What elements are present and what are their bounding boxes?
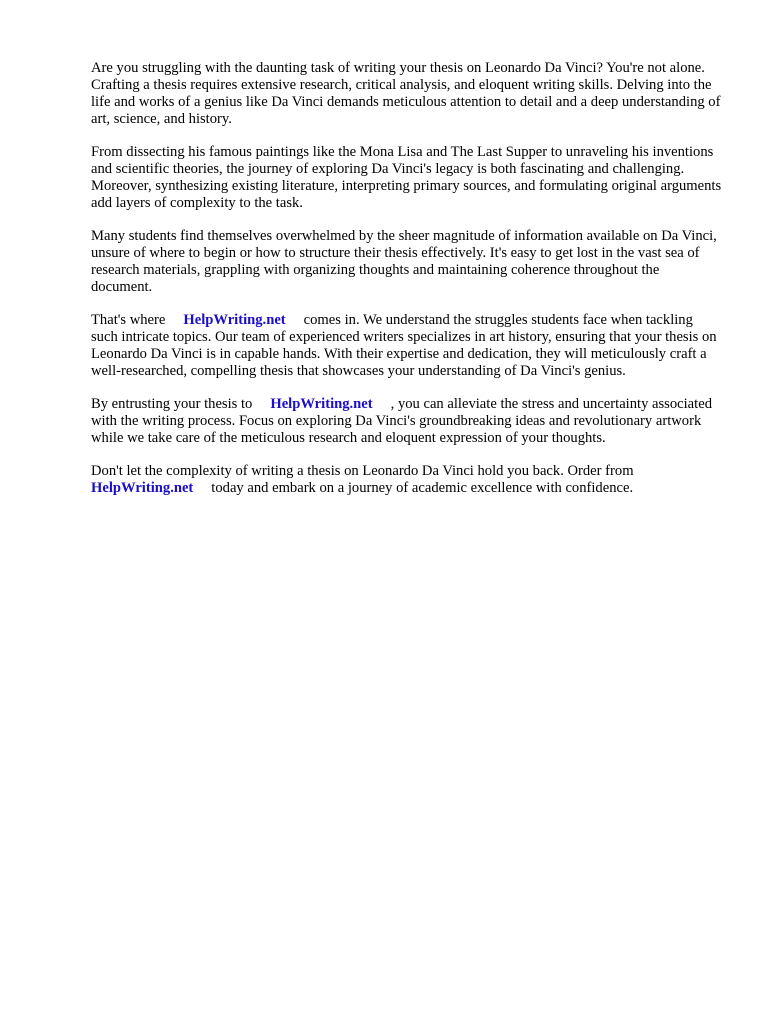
- document-body: [91, 60, 723, 513]
- paragraph-intro: Are you struggling with the daunting task of writing your thesis on Leonardo Da Vinci? You're not alone. Crafting a thesis requires extensive research, critical analysis, and eloquent writing skills. Delving into the life and works of a genius like Da Vinci demands meticulous attention to detail and a deep understanding of art, science, and history.: [91, 60, 721, 127]
- paragraph-overwhelmed: Many students find themselves overwhelmed by the sheer magnitude of information available on Da Vinci, unsure of where to begin or how to structure their thesis effectively. It's easy to get lost in the vast sea of research materials, grappling with organizing thoughts and maintaining coherence throughout the document.: [91, 228, 717, 295]
- paragraph-entrust-lead: By entrusting your thesis to: [91, 396, 253, 412]
- paragraph-closing-rest: today and embark on a journey of academic excellence with confidence.: [211, 480, 634, 496]
- paragraph-service: [91, 312, 723, 380]
- paragraph-closing-lead: Don't let the complexity of writing a thesis on Leonardo Da Vinci hold you back. Order from: [91, 463, 634, 479]
- paragraph-entrust-rest: , you can alleviate the stress and uncertainty associated with the writing process. Focus on exploring Da Vinci's groundbreaking ideas and revolutionary artwork while we take care of the meticulous research and eloquent expression of your thoughts.: [91, 396, 712, 446]
- paragraph-service-lead: That's where: [91, 312, 166, 328]
- helpwriting-link-3[interactable]: HelpWriting.net: [91, 480, 194, 496]
- paragraph-closing: [91, 463, 723, 497]
- paragraph-challenges: From dissecting his famous paintings like the Mona Lisa and The Last Supper to unraveling his inventions and scientific theories, the journey of exploring Da Vinci's legacy is both fascinating and challenging. Moreover, synthesizing existing literature, interpreting primary sources, and formulating original arguments add layers of complexity to the task.: [91, 144, 722, 211]
- helpwriting-link-2[interactable]: HelpWriting.net: [270, 396, 373, 412]
- helpwriting-link-1[interactable]: HelpWriting.net: [183, 312, 286, 328]
- paragraph-service-rest: comes in. We understand the struggles students face when tackling such intricate topics. Our team of experienced writers specializes in art history, ensuring that your thesis on Leonardo Da Vinci is in capable hands. With their expertise and dedication, they will meticulously craft a well-researched, compelling thesis that showcases your understanding of Da Vinci's genius.: [91, 312, 717, 379]
- paragraph-entrust: [91, 396, 723, 447]
